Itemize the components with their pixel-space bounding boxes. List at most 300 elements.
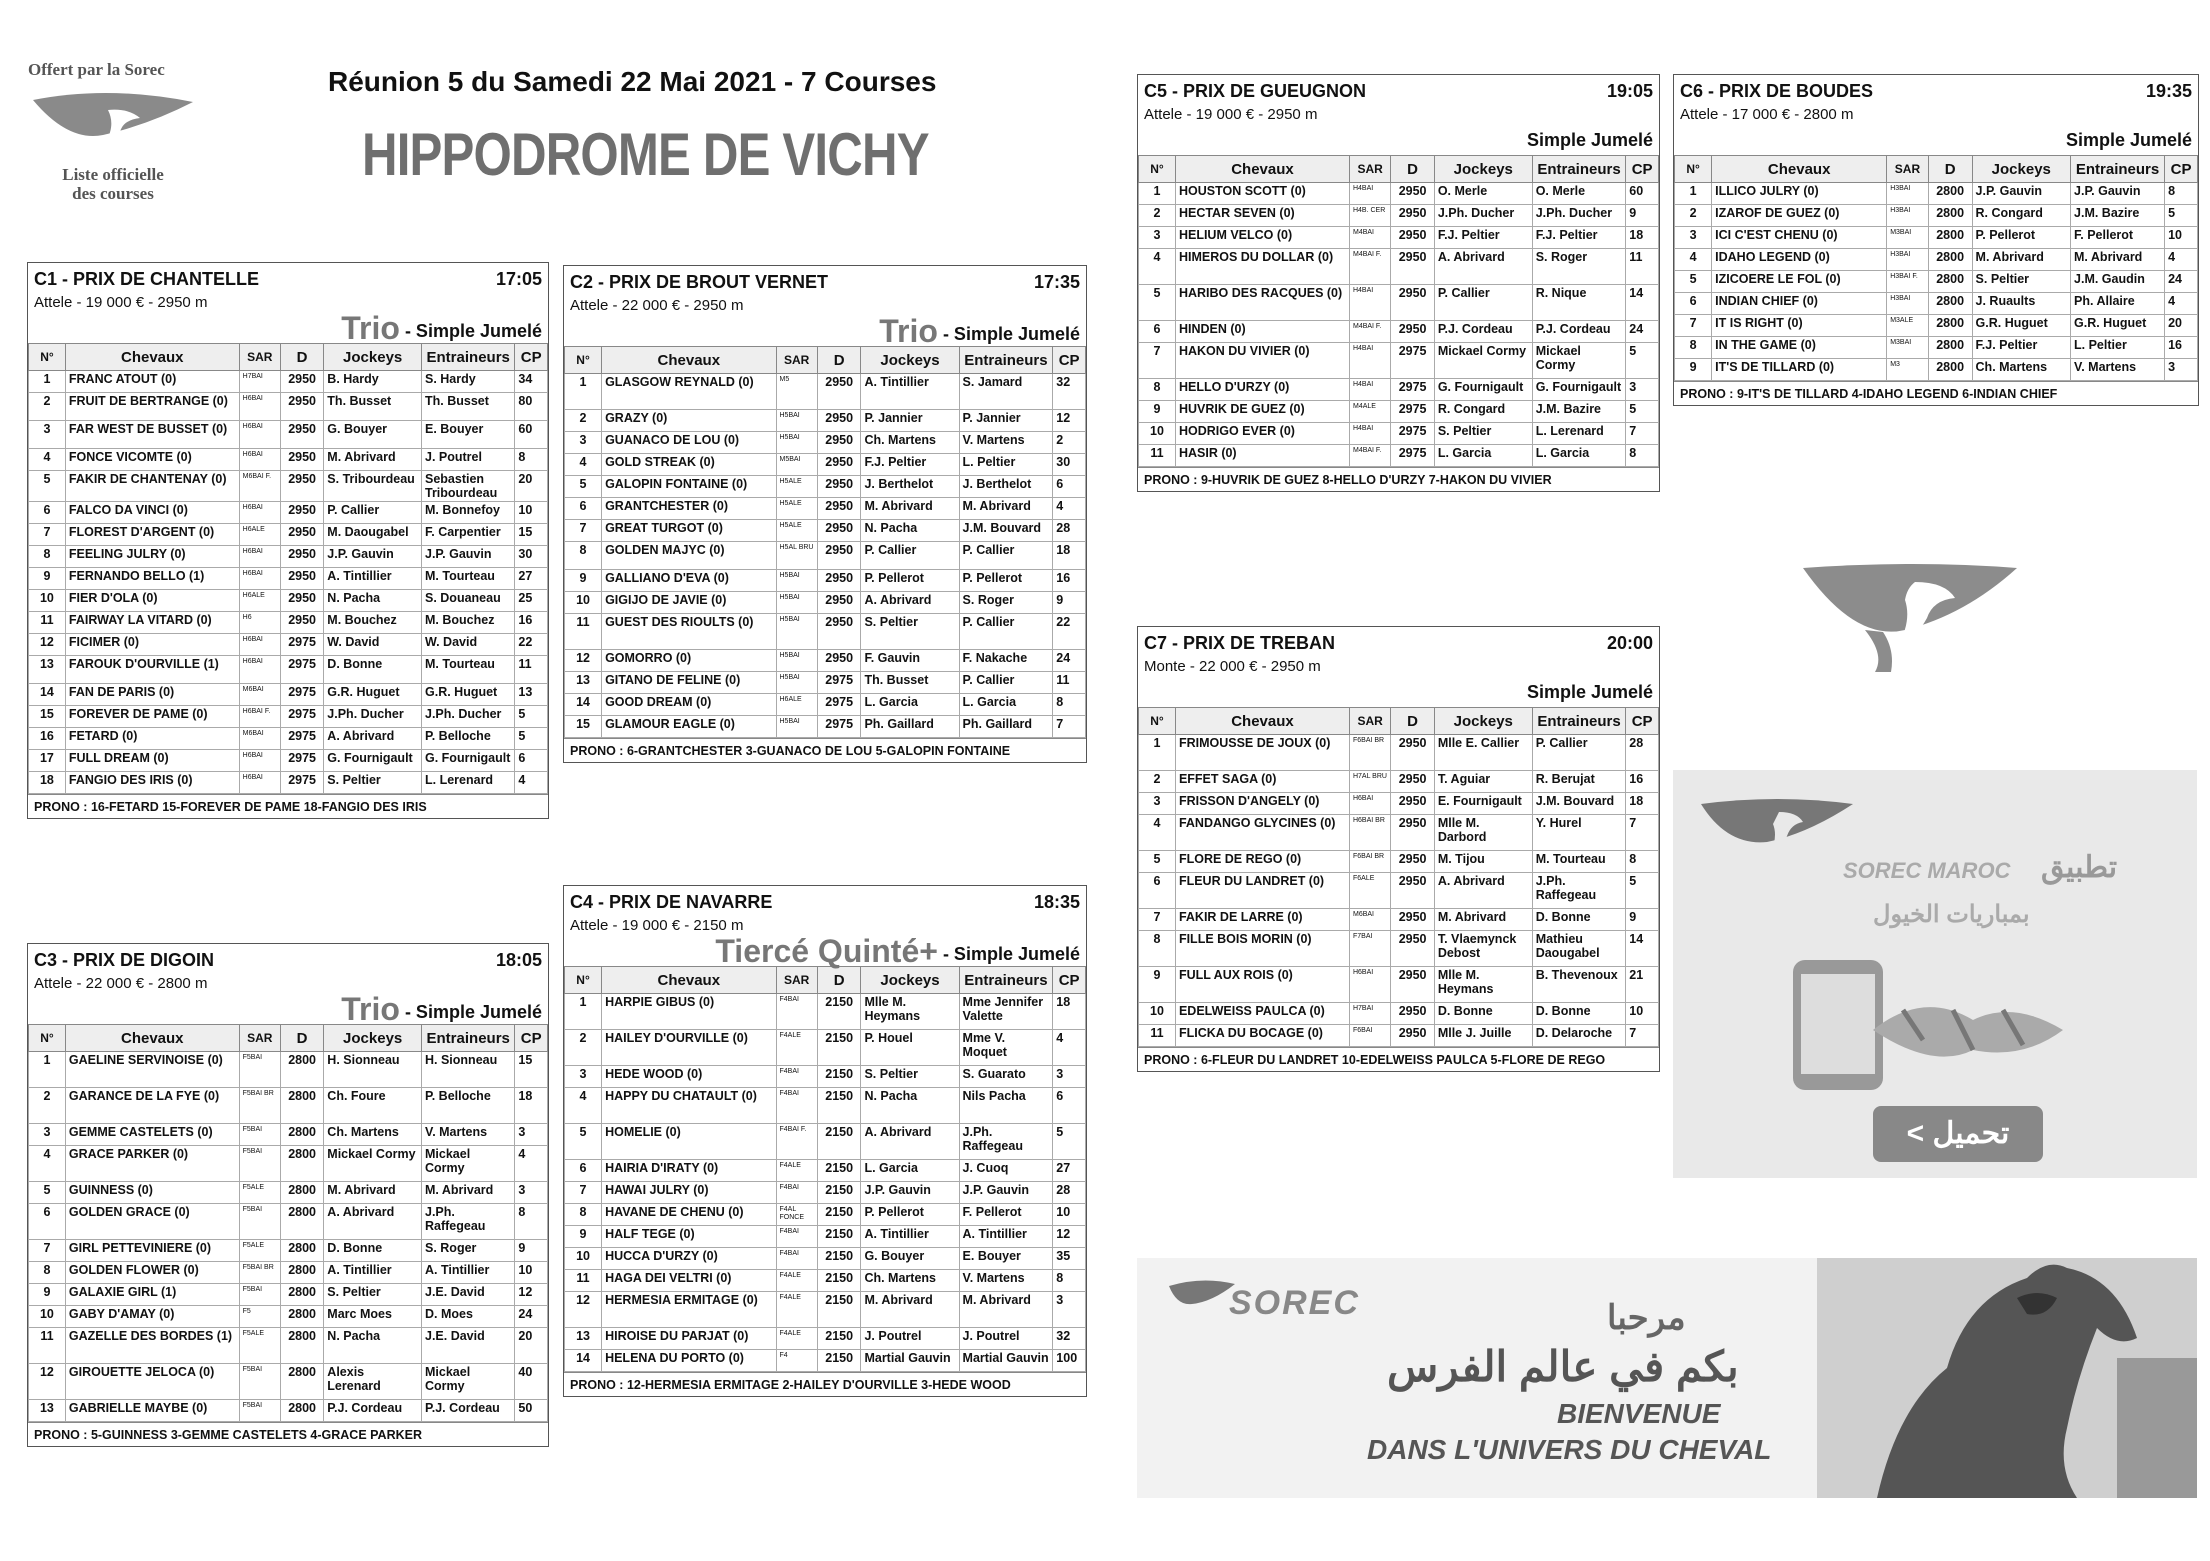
runner-name: HAGA DEI VELTRI (0) xyxy=(602,1270,776,1292)
runner-jockey: O. Merle xyxy=(1434,183,1532,205)
runner-d: 2975 xyxy=(280,728,323,750)
runner-num: 5 xyxy=(565,476,602,498)
runner-row xyxy=(29,590,548,612)
runner-name: FRUIT DE BERTRANGE (0) xyxy=(65,393,239,421)
runner-row xyxy=(29,449,548,471)
runner-d: 2800 xyxy=(280,1262,323,1284)
sorec-welcome-ad xyxy=(1137,1258,2197,1498)
runner-jockey: R. Congard xyxy=(1434,401,1532,423)
runner-sar: M4BAI F. xyxy=(1349,445,1390,467)
runner-jockey: D. Bonne xyxy=(324,1240,422,1262)
runner-jockey: P.J. Cordeau xyxy=(324,1400,422,1422)
runner-d: 2950 xyxy=(280,449,323,471)
runners-table xyxy=(28,1024,548,1422)
runner-row xyxy=(1139,1003,1659,1025)
runner-cp: 20 xyxy=(515,471,548,502)
runner-d: 2150 xyxy=(817,1292,861,1328)
download-button[interactable]: < تحميل xyxy=(1873,1106,2043,1162)
runner-trainer: J. Poutrel xyxy=(959,1328,1053,1350)
runner-trainer: G. Fournigault xyxy=(1532,379,1626,401)
runner-d: 2950 xyxy=(817,454,861,476)
runner-sar: M3BAI xyxy=(1887,227,1929,249)
runner-row xyxy=(565,374,1086,410)
runner-name: HODRIGO EVER (0) xyxy=(1175,423,1349,445)
runner-cp: 8 xyxy=(1626,445,1659,467)
prono: PRONO : 6-FLEUR DU LANDRET 10-EDELWEISS PAULCA 5-FLORE DE REGO xyxy=(1138,1047,1659,1071)
col-header-trainer: Entraineurs xyxy=(1532,708,1626,735)
runner-num: 2 xyxy=(1675,205,1712,227)
runner-cp: 3 xyxy=(2165,359,2198,381)
bet-main: Tiercé Quinté+ xyxy=(715,933,938,969)
runner-cp: 4 xyxy=(515,772,548,794)
sorec-maroc-app-ad[interactable] xyxy=(1673,770,2197,1178)
runner-name: HAPPY DU CHATAULT (0) xyxy=(602,1088,776,1124)
runner-d: 2800 xyxy=(1928,205,1972,227)
bet-secondary: Simple Jumelé xyxy=(1526,682,1653,702)
col-header-num: N° xyxy=(29,344,66,371)
runner-cp: 100 xyxy=(1053,1350,1086,1372)
runner-cp: 22 xyxy=(1053,614,1086,650)
hippodrome-name: HIPPODROME DE VICHY xyxy=(362,121,929,188)
welcome-french-2: DANS L'UNIVERS DU CHEVAL xyxy=(1367,1434,1772,1465)
runner-num: 18 xyxy=(29,772,66,794)
race-header xyxy=(1138,75,1659,104)
welcome-arabic-1: مرحبا xyxy=(1607,1299,1686,1337)
runner-d: 2150 xyxy=(817,1088,861,1124)
runner-name: GOLDEN FLOWER (0) xyxy=(65,1262,239,1284)
runner-cp: 34 xyxy=(515,371,548,393)
runner-name: FAR WEST DE BUSSET (0) xyxy=(65,421,239,449)
runner-row xyxy=(565,592,1086,614)
runner-d: 2975 xyxy=(1391,343,1434,379)
runner-num: 11 xyxy=(29,612,66,634)
col-header-jockey: Jockeys xyxy=(861,347,959,374)
col-header-name: Chevaux xyxy=(1712,156,1887,183)
col-header-trainer: Entraineurs xyxy=(422,1025,515,1052)
runner-jockey: Ch. Martens xyxy=(861,432,959,454)
runner-cp: 8 xyxy=(1053,1270,1086,1292)
col-header-d: D xyxy=(1391,156,1434,183)
runner-trainer: L. Garcia xyxy=(959,694,1053,716)
runner-trainer: P. Callier xyxy=(1532,735,1626,771)
runner-num: 5 xyxy=(1675,271,1712,293)
runner-num: 13 xyxy=(29,1400,66,1422)
runner-row xyxy=(29,772,548,794)
runner-cp: 40 xyxy=(515,1364,548,1400)
runner-row xyxy=(1139,285,1659,321)
runner-sar: H5BAI xyxy=(776,672,817,694)
runner-name: GALAXIE GIRL (1) xyxy=(65,1284,239,1306)
runner-row xyxy=(29,728,548,750)
runner-d: 2950 xyxy=(280,612,323,634)
runner-cp: 7 xyxy=(1626,1025,1659,1047)
runner-d: 2975 xyxy=(1391,379,1434,401)
runner-d: 2950 xyxy=(1391,183,1434,205)
runner-jockey: Alexis Lerenard xyxy=(324,1364,422,1400)
runner-name: GOLDEN MAJYC (0) xyxy=(602,542,776,570)
runner-jockey: L. Garcia xyxy=(1434,445,1532,467)
runner-trainer: P. Callier xyxy=(959,672,1053,694)
runner-trainer: D. Moes xyxy=(422,1306,515,1328)
runner-name: HINDEN (0) xyxy=(1175,321,1349,343)
race-time: 17:35 xyxy=(1033,272,1080,292)
runner-name: HIROISE DU PARJAT (0) xyxy=(602,1328,776,1350)
runner-name: EFFET SAGA (0) xyxy=(1175,771,1349,793)
col-header-trainer: Entraineurs xyxy=(959,347,1053,374)
runner-sar: M4BAI F. xyxy=(1349,321,1390,343)
runner-row xyxy=(29,1146,548,1182)
runner-jockey: G.R. Huguet xyxy=(1972,315,2070,337)
runner-trainer: V. Martens xyxy=(422,1124,515,1146)
runner-jockey: P. Jannier xyxy=(861,410,959,432)
runner-jockey: A. Tintillier xyxy=(324,1262,422,1284)
runner-sar: F5ALE xyxy=(239,1328,280,1364)
runner-d: 2800 xyxy=(280,1088,323,1124)
runner-row xyxy=(1139,343,1659,379)
col-header-trainer: Entraineurs xyxy=(2071,156,2165,183)
runner-trainer: Mickael Cormy xyxy=(422,1364,515,1400)
runner-num: 9 xyxy=(565,1226,602,1248)
runner-cp: 3 xyxy=(515,1124,548,1146)
runner-num: 3 xyxy=(29,1124,66,1146)
runner-d: 2975 xyxy=(817,716,861,738)
runner-cp: 22 xyxy=(515,634,548,656)
runner-trainer: F. Nakache xyxy=(959,650,1053,672)
runner-sar: M6BAI xyxy=(239,728,280,750)
runner-name: FLORE DE REGO (0) xyxy=(1175,851,1349,873)
race-title: C7 - PRIX DE TREBAN xyxy=(1144,633,1336,653)
runner-sar: F4BAI xyxy=(776,994,817,1030)
runner-cp: 11 xyxy=(1626,249,1659,285)
runner-jockey: S. Peltier xyxy=(1434,423,1532,445)
runner-cp: 10 xyxy=(515,1262,548,1284)
runner-trainer: F. Carpentier xyxy=(422,524,515,546)
runner-num: 1 xyxy=(29,371,66,393)
runner-row xyxy=(1675,293,2198,315)
runner-jockey: R. Congard xyxy=(1972,205,2070,227)
bet-main: Trio xyxy=(879,313,938,349)
runner-num: 9 xyxy=(1139,967,1176,1003)
runner-num: 10 xyxy=(565,1248,602,1270)
runner-sar: F5 xyxy=(239,1306,280,1328)
runner-trainer: R. Berujat xyxy=(1532,771,1626,793)
runner-jockey: M. Abrivard xyxy=(324,449,422,471)
runner-d: 2975 xyxy=(1391,445,1434,467)
runner-num: 8 xyxy=(1139,931,1176,967)
runner-name: GUINNESS (0) xyxy=(65,1182,239,1204)
runner-sar: H6BAI xyxy=(1349,967,1390,1003)
runner-trainer: L. Garcia xyxy=(1532,445,1626,467)
runner-sar: H5BAI xyxy=(776,410,817,432)
runner-num: 6 xyxy=(29,502,66,524)
runner-row xyxy=(29,1400,548,1422)
runner-trainer: Th. Busset xyxy=(422,393,515,421)
horse-photo-icon xyxy=(1817,1258,2197,1498)
col-header-jockey: Jockeys xyxy=(861,967,959,994)
runner-d: 2975 xyxy=(817,672,861,694)
runner-cp: 8 xyxy=(1053,694,1086,716)
runner-trainer: E. Bouyer xyxy=(959,1248,1053,1270)
runner-cp: 28 xyxy=(1053,520,1086,542)
runner-trainer: Sebastien Tribourdeau xyxy=(422,471,515,502)
runner-name: FETARD (0) xyxy=(65,728,239,750)
race-card-c3 xyxy=(27,943,549,1447)
col-header-num: N° xyxy=(1139,156,1176,183)
runner-jockey: Mlle E. Callier xyxy=(1434,735,1532,771)
runner-jockey: M. Tijou xyxy=(1434,851,1532,873)
runner-row xyxy=(29,524,548,546)
runner-d: 2150 xyxy=(817,1328,861,1350)
runner-d: 2950 xyxy=(280,590,323,612)
bet-types xyxy=(1138,125,1659,155)
runner-jockey: Th. Busset xyxy=(861,672,959,694)
runner-jockey: P.J. Cordeau xyxy=(1434,321,1532,343)
runner-cp: 5 xyxy=(1626,873,1659,909)
sorec-maroc-arabic: تطبيق xyxy=(2041,851,2118,884)
runner-jockey: Ch. Martens xyxy=(1972,359,2070,381)
runner-cp: 10 xyxy=(1053,1204,1086,1226)
runner-jockey: Marc Moes xyxy=(324,1306,422,1328)
runner-jockey: F.J. Peltier xyxy=(1434,227,1532,249)
runner-row xyxy=(1675,183,2198,205)
col-header-num: N° xyxy=(565,347,602,374)
runner-trainer: G.R. Huguet xyxy=(422,684,515,706)
race-title: C3 - PRIX DE DIGOIN xyxy=(34,950,215,970)
runner-d: 2800 xyxy=(280,1124,323,1146)
runner-num: 7 xyxy=(1675,315,1712,337)
runner-num: 11 xyxy=(565,614,602,650)
runner-d: 2800 xyxy=(280,1240,323,1262)
runner-d: 2800 xyxy=(280,1306,323,1328)
runner-cp: 4 xyxy=(1053,1030,1086,1066)
runner-name: FRISSON D'ANGELY (0) xyxy=(1175,793,1349,815)
runner-sar: H6BAI xyxy=(239,750,280,772)
runner-sar: M5 xyxy=(776,374,817,410)
runner-num: 2 xyxy=(1139,205,1176,227)
runner-name: GRACE PARKER (0) xyxy=(65,1146,239,1182)
runner-sar: H5ALE xyxy=(776,476,817,498)
runner-trainer: L. Peltier xyxy=(959,454,1053,476)
runner-d: 2800 xyxy=(280,1364,323,1400)
runner-num: 14 xyxy=(565,694,602,716)
runner-name: FONCE VICOMTE (0) xyxy=(65,449,239,471)
runner-trainer: E. Bouyer xyxy=(422,421,515,449)
runner-num: 11 xyxy=(565,1270,602,1292)
runner-row xyxy=(565,1292,1086,1328)
race-title: C2 - PRIX DE BROUT VERNET xyxy=(570,272,829,292)
runner-sar: H5AL BRU xyxy=(776,542,817,570)
runner-sar: F4 xyxy=(776,1350,817,1372)
runner-name: HOUSTON SCOTT (0) xyxy=(1175,183,1349,205)
runner-d: 2950 xyxy=(1391,873,1434,909)
runner-num: 14 xyxy=(29,684,66,706)
runner-cp: 6 xyxy=(1053,476,1086,498)
runner-jockey: D. Bonne xyxy=(1434,1003,1532,1025)
col-header-jockey: Jockeys xyxy=(324,1025,422,1052)
runner-cp: 27 xyxy=(1053,1160,1086,1182)
runner-num: 6 xyxy=(1675,293,1712,315)
runner-sar: H6BAI xyxy=(239,772,280,794)
runner-num: 6 xyxy=(29,1204,66,1240)
runner-sar: M4BAI xyxy=(1349,227,1390,249)
runner-sar: H3BAI xyxy=(1887,205,1929,227)
runner-jockey: S. Peltier xyxy=(1972,271,2070,293)
logo-top-text: Offert par la Sorec xyxy=(28,60,165,79)
runner-trainer: S. Roger xyxy=(1532,249,1626,285)
runner-d: 2950 xyxy=(1391,771,1434,793)
race-card-c2 xyxy=(563,265,1087,763)
runner-cp: 12 xyxy=(1053,1226,1086,1248)
runner-row xyxy=(1139,227,1659,249)
runner-row xyxy=(29,546,548,568)
runner-jockey: J. Berthelot xyxy=(861,476,959,498)
runners-table xyxy=(1138,155,1659,467)
sorec-maroc-sub-arabic: بمباريات الخيول xyxy=(1873,901,2030,928)
runner-cp: 6 xyxy=(515,750,548,772)
runner-cp: 3 xyxy=(1053,1292,1086,1328)
runner-trainer: J.M. Bouvard xyxy=(959,520,1053,542)
race-conditions: Attele - 19 000 € - 2150 m xyxy=(570,917,744,934)
runner-name: GITANO DE FELINE (0) xyxy=(602,672,776,694)
runner-row xyxy=(29,502,548,524)
runner-num: 4 xyxy=(29,449,66,471)
runner-sar: M4ALE xyxy=(1349,401,1390,423)
runner-trainer: P.J. Cordeau xyxy=(422,1400,515,1422)
runner-trainer: J.M. Bazire xyxy=(2071,205,2165,227)
runner-num: 13 xyxy=(565,672,602,694)
col-header-num: N° xyxy=(565,967,602,994)
runner-num: 6 xyxy=(1139,873,1176,909)
runner-d: 2950 xyxy=(1391,967,1434,1003)
runner-num: 6 xyxy=(1139,321,1176,343)
col-header-cp: CP xyxy=(1053,347,1086,374)
runner-cp: 14 xyxy=(1626,285,1659,321)
runner-num: 9 xyxy=(1139,401,1176,423)
runner-trainer: Mickael Cormy xyxy=(1532,343,1626,379)
runner-trainer: F. Pellerot xyxy=(959,1204,1053,1226)
runner-num: 5 xyxy=(1139,285,1176,321)
runner-name: FAKIR DE LARRE (0) xyxy=(1175,909,1349,931)
runner-num: 9 xyxy=(565,570,602,592)
runner-name: FLOREST D'ARGENT (0) xyxy=(65,524,239,546)
runner-cp: 5 xyxy=(515,728,548,750)
runner-cp: 15 xyxy=(515,524,548,546)
runner-name: FULL DREAM (0) xyxy=(65,750,239,772)
runner-trainer: M. Abrivard xyxy=(422,1182,515,1204)
runner-d: 2975 xyxy=(280,772,323,794)
runner-row xyxy=(29,1306,548,1328)
runner-jockey: A. Abrivard xyxy=(1434,873,1532,909)
runner-cp: 28 xyxy=(1053,1182,1086,1204)
runner-jockey: Martial Gauvin xyxy=(861,1350,959,1372)
race-conditions: Attele - 22 000 € - 2800 m xyxy=(34,975,208,992)
runner-cp: 6 xyxy=(1053,1088,1086,1124)
runner-d: 2800 xyxy=(280,1284,323,1306)
runner-jockey: Mlle M. Heymans xyxy=(861,994,959,1030)
runner-row xyxy=(29,1284,548,1306)
runner-row xyxy=(1675,249,2198,271)
runner-d: 2975 xyxy=(1391,401,1434,423)
bet-main: Trio xyxy=(341,310,400,346)
col-header-jockey: Jockeys xyxy=(1972,156,2070,183)
runner-cp: 28 xyxy=(1626,735,1659,771)
runner-row xyxy=(565,1182,1086,1204)
race-card-c1 xyxy=(27,262,549,819)
prono: PRONO : 5-GUINNESS 3-GEMME CASTELETS 4-GRACE PARKER xyxy=(28,1422,548,1446)
runner-jockey: P. Callier xyxy=(861,542,959,570)
runner-trainer: J. Cuoq xyxy=(959,1160,1053,1182)
runner-trainer: M. Abrivard xyxy=(959,498,1053,520)
runner-cp: 25 xyxy=(515,590,548,612)
runner-num: 11 xyxy=(29,1328,66,1364)
runner-sar: H6BAI xyxy=(239,634,280,656)
runner-trainer: S. Roger xyxy=(959,592,1053,614)
sorec-maroc-label: SOREC MAROC xyxy=(1843,858,2011,883)
runner-cp: 60 xyxy=(515,421,548,449)
runner-row xyxy=(565,542,1086,570)
runner-num: 3 xyxy=(1675,227,1712,249)
runner-name: GLAMOUR EAGLE (0) xyxy=(602,716,776,738)
runner-trainer: J.P. Gauvin xyxy=(2071,183,2165,205)
col-header-sar: SAR xyxy=(776,967,817,994)
runner-num: 2 xyxy=(29,393,66,421)
runner-sar: M4BAI F. xyxy=(1349,249,1390,285)
runner-row xyxy=(29,706,548,728)
runner-cp: 18 xyxy=(1626,227,1659,249)
runner-name: HARIBO DES RACQUES (0) xyxy=(1175,285,1349,321)
runner-trainer: J.E. David xyxy=(422,1328,515,1364)
runner-cp: 15 xyxy=(515,1052,548,1088)
prono: PRONO : 12-HERMESIA ERMITAGE 2-HAILEY D'OURVILLE 3-HEDE WOOD xyxy=(564,1372,1086,1396)
runner-sar: H3BAI F. xyxy=(1887,271,1929,293)
runner-num: 17 xyxy=(29,750,66,772)
runner-num: 7 xyxy=(565,1182,602,1204)
runner-jockey: F.J. Peltier xyxy=(861,454,959,476)
runner-cp: 12 xyxy=(515,1284,548,1306)
runner-d: 2150 xyxy=(817,1160,861,1182)
runner-d: 2950 xyxy=(280,568,323,590)
runner-num: 3 xyxy=(1139,227,1176,249)
race-header xyxy=(1138,627,1659,656)
race-conditions: Attele - 22 000 € - 2950 m xyxy=(570,297,744,314)
runner-trainer: G.R. Huguet xyxy=(2071,315,2165,337)
runner-d: 2800 xyxy=(280,1182,323,1204)
runner-trainer: J.Ph. Raffegeau xyxy=(959,1124,1053,1160)
col-header-name: Chevaux xyxy=(1175,156,1349,183)
runner-d: 2950 xyxy=(817,614,861,650)
col-header-d: D xyxy=(817,347,861,374)
runner-cp: 8 xyxy=(515,449,548,471)
runner-trainer: O. Merle xyxy=(1532,183,1626,205)
runner-row xyxy=(565,694,1086,716)
runner-sar: F4BAI F. xyxy=(776,1124,817,1160)
runner-d: 2950 xyxy=(1391,793,1434,815)
runner-num: 4 xyxy=(565,1088,602,1124)
runner-jockey: J.P. Gauvin xyxy=(324,546,422,568)
race-header xyxy=(1674,75,2198,104)
runner-row xyxy=(565,1088,1086,1124)
runner-sar: H6BAI xyxy=(239,421,280,449)
runner-row xyxy=(565,650,1086,672)
col-header-jockey: Jockeys xyxy=(1434,156,1532,183)
runner-name: FAROUK D'OURVILLE (1) xyxy=(65,656,239,684)
runner-row xyxy=(1139,793,1659,815)
runner-jockey: J.Ph. Ducher xyxy=(324,706,422,728)
runner-sar: H6BAI xyxy=(239,546,280,568)
runner-row xyxy=(1139,815,1659,851)
runner-d: 2800 xyxy=(280,1204,323,1240)
runner-trainer: G. Fournigault xyxy=(422,750,515,772)
